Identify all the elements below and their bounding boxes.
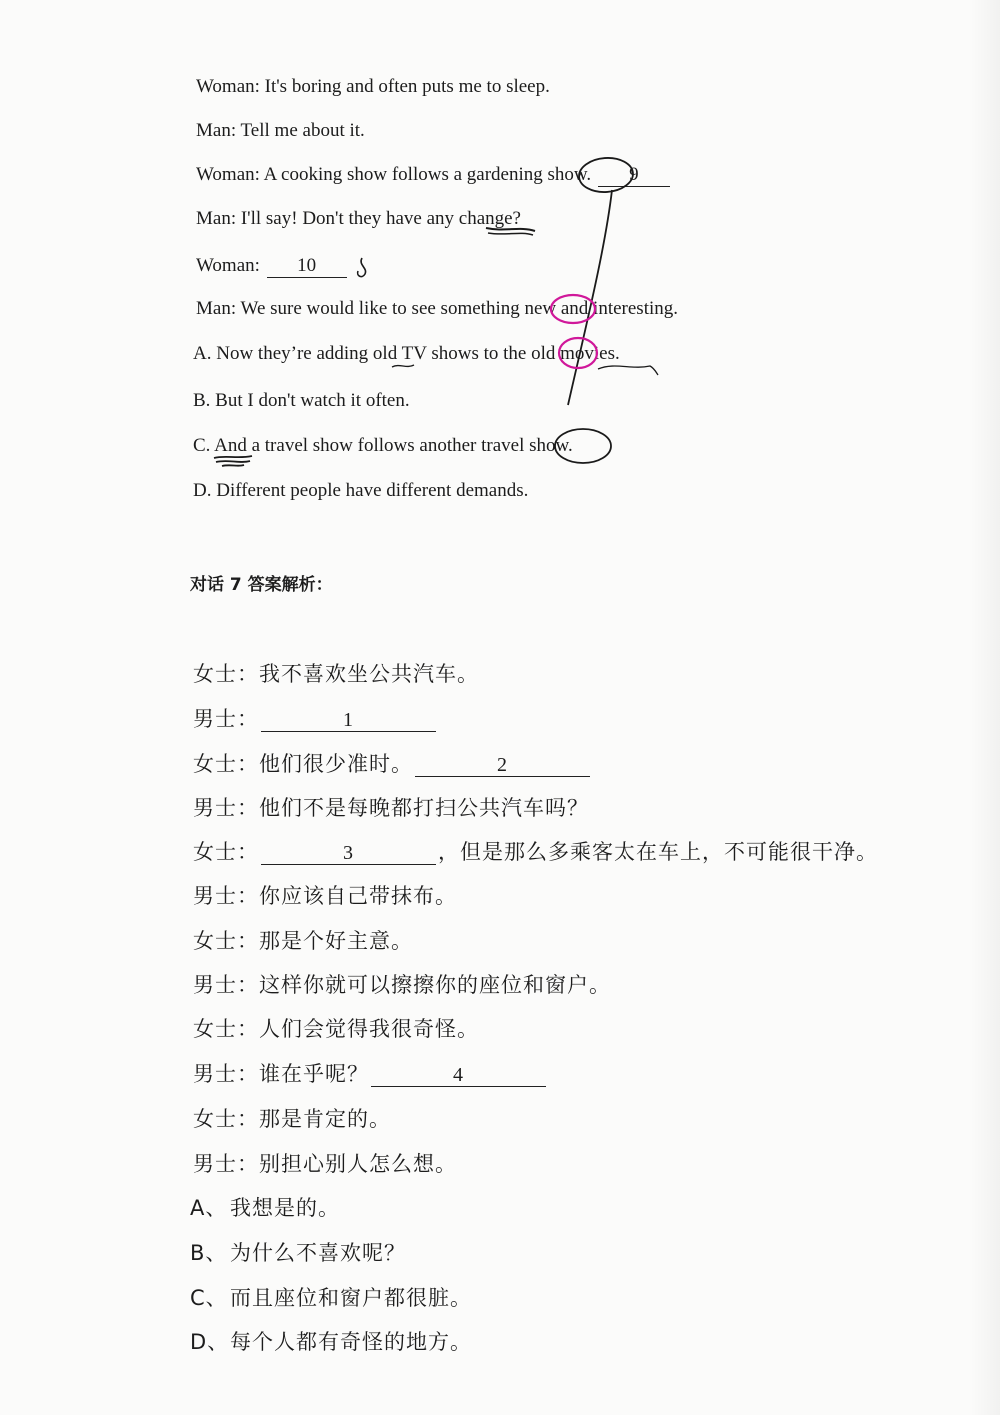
speaker: Man:	[196, 120, 237, 141]
utterance: 这样你就可以擦擦你的座位和窗户。	[259, 973, 611, 997]
option-c: C. And a travel show follows another travel show.	[193, 435, 573, 456]
option-d-cn	[190, 1326, 472, 1356]
dialogue-line	[193, 748, 592, 778]
option-a: A. Now they’re adding old TV shows to the old movies.	[193, 343, 620, 364]
speaker: 女士：	[193, 840, 259, 864]
dialogue-line	[193, 969, 611, 999]
answer-blank-3[interactable]: 3	[261, 842, 436, 865]
speaker: Woman:	[196, 255, 260, 276]
utterance: ，但是那么多乘客太在车上，不可能很干净。	[438, 840, 878, 864]
option-text: 为什么不喜欢呢？	[230, 1241, 406, 1265]
speaker: 男士：	[193, 1062, 259, 1086]
option-letter: A、	[190, 1196, 228, 1220]
dialogue-line	[196, 120, 365, 142]
option-text: 而且座位和窗户都很脏。	[230, 1286, 472, 1310]
utterance: 他们不是每晚都打扫公共汽车吗？	[259, 796, 589, 820]
speaker: 男士：	[193, 884, 259, 908]
page-edge-shadow	[970, 0, 1000, 1415]
dialogue-line	[193, 658, 479, 688]
option-letter: C、	[190, 1286, 228, 1310]
dialogue-line	[193, 1148, 457, 1178]
dialogue-line	[193, 1058, 548, 1088]
utterance: 你应该自己带抹布。	[259, 884, 457, 908]
answer-blank-10[interactable]: 10	[267, 256, 347, 278]
pen-underline-old-tv	[392, 365, 414, 367]
dialogue-line	[196, 208, 521, 230]
speaker: Man:	[196, 298, 237, 319]
dialogue-line	[196, 164, 672, 187]
option-letter: B、	[190, 1241, 228, 1265]
option-text: 每个人都有奇怪的地方。	[230, 1330, 472, 1354]
speaker: 男士：	[193, 1152, 259, 1176]
utterance: We sure would like to see something new and interesting.	[240, 298, 679, 319]
pen-underline-movies	[598, 366, 658, 375]
dialogue-line	[196, 298, 678, 320]
answer-blank-1[interactable]: 1	[261, 709, 436, 732]
dialogue-line	[193, 1013, 479, 1043]
speaker: 男士：	[193, 707, 259, 731]
pen-underline-change-2	[488, 233, 533, 235]
pen-mark	[358, 258, 366, 277]
dialogue-line	[193, 880, 457, 910]
dialogue-line	[193, 925, 413, 955]
speaker: Man:	[196, 208, 237, 229]
speaker: 女士：	[193, 662, 259, 686]
answer-blank-4[interactable]: 4	[371, 1064, 546, 1087]
utterance: Tell me about it.	[240, 120, 365, 141]
option-text: 我想是的。	[230, 1196, 340, 1220]
speaker: 男士：	[193, 796, 259, 820]
speaker: 女士：	[193, 1017, 259, 1041]
utterance: 那是个好主意。	[259, 929, 413, 953]
utterance: 人们会觉得我很奇怪。	[259, 1017, 479, 1041]
dialogue-line	[193, 1103, 391, 1133]
answer-blank-9[interactable]: 9	[598, 165, 670, 187]
dialogue-line	[196, 76, 550, 98]
speaker: 女士：	[193, 929, 259, 953]
option-letter: D、	[190, 1330, 230, 1354]
option-b-cn	[190, 1237, 406, 1267]
utterance: 别担心别人怎么想。	[259, 1152, 457, 1176]
speaker: 女士：	[193, 1107, 259, 1131]
utterance: I'll say! Don't they have any change?	[240, 208, 521, 229]
utterance: 他们很少准时。	[259, 752, 413, 776]
utterance: A cooking show follows a gardening show.	[263, 164, 592, 185]
option-b: B. But I don't watch it often.	[193, 390, 410, 411]
dialogue-line	[193, 792, 589, 822]
utterance: 我不喜欢坐公共汽车。	[259, 662, 479, 686]
option-d: D. Different people have different demands.	[193, 480, 529, 501]
speaker: Woman:	[196, 76, 260, 97]
dialogue-line	[193, 703, 438, 733]
utterance: 谁在乎呢？	[259, 1062, 369, 1086]
speaker: 女士：	[193, 752, 259, 776]
speaker: 男士：	[193, 973, 259, 997]
utterance: 那是肯定的。	[259, 1107, 391, 1131]
speaker: Woman:	[196, 164, 260, 185]
option-a-cn	[190, 1192, 340, 1222]
answer-blank-2[interactable]: 2	[415, 754, 590, 777]
option-c-cn	[190, 1282, 472, 1312]
utterance: It's boring and often puts me to sleep.	[264, 76, 550, 97]
section-heading: 对话 7 答案解析：	[190, 575, 333, 595]
dialogue-line	[196, 255, 349, 278]
dialogue-line	[193, 836, 878, 866]
pen-scribble-and	[214, 456, 252, 466]
